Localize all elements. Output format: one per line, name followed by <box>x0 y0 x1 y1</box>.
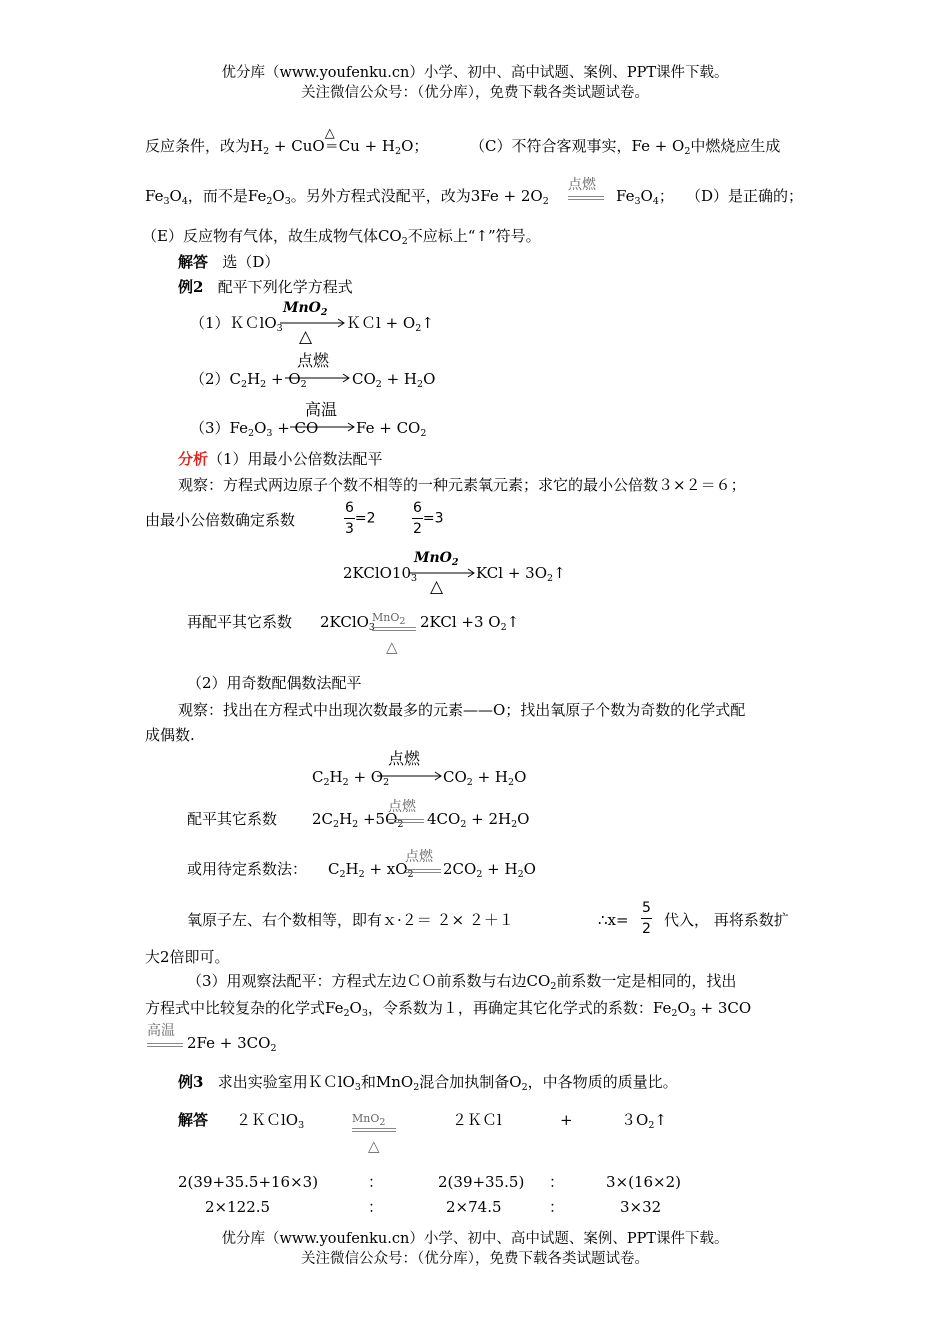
eq3-condition: 高温 <box>305 400 338 419</box>
balance-label: 配平其它系数 <box>187 810 278 828</box>
heat-triangle-icon: △ <box>324 126 335 141</box>
eq1-heat: △ <box>299 327 313 347</box>
eqB-catalyst: MnO2 <box>372 611 406 627</box>
para1-line2: $Fe_3O_4$，而不是$Fe_2O_3$。另外方程式没配平，改为$3Fe + 2O_2$ <box>145 187 549 207</box>
mass-row2-col3: 2×74.5 <box>446 1198 502 1216</box>
answer3-kcl: ２ＫＣl <box>452 1111 502 1129</box>
footer-line-2: 关注微信公众号：（优分库），免费下载各类试题试卷。 <box>301 1251 649 1267</box>
analysis-step3-line1: （3）用观察法配平：方程式左边ＣＯ前系数与右边$CO_2$前系数一定是相同的，找出 <box>187 972 737 992</box>
eqD-double-line <box>388 819 424 823</box>
answer3-catalyst: MnO2 <box>352 1112 386 1128</box>
eqA-catalyst: MnO$_2$ <box>414 550 459 568</box>
eqB-double-line <box>372 627 416 631</box>
eqB-left: 2KClO$_3$ <box>320 613 375 633</box>
fraction-5-2: $\frac{5}{2}$ <box>642 900 651 938</box>
analysis-observe2b: 成偶数. <box>145 726 195 744</box>
cond-ignite-1: 点燃 <box>568 177 596 193</box>
eqE-right: $2CO_2 + H_2O$ <box>443 860 536 880</box>
analysis-step2: （2）用奇数配偶数法配平 <box>187 674 362 692</box>
answer3-label: 解答 <box>178 1111 209 1129</box>
eqC-condition: 点燃 <box>388 749 421 768</box>
eq2-condition: 点燃 <box>297 351 330 370</box>
eq1-arrow <box>280 318 346 328</box>
eq1-left: （1）ＫＣlO$_3$ <box>190 314 283 334</box>
example3: 例3 求出实验室用ＫＣlO$_3$和MnO$_2$混合加执制备$O_2$，中各物质的质量比。 <box>178 1073 678 1093</box>
analysis-step3-line2: 方程式中比较复杂的化学式$Fe_2O_3$，令系数为１，再确定其它化学式的系数：$Fe_2O_3 + 3CO$ <box>145 999 752 1019</box>
header-line-2: 关注微信公众号：（优分库），免费下载各类试题试卷。 <box>301 85 649 101</box>
answer3-plus: + <box>560 1111 573 1129</box>
analysis-step3-line3: $2Fe + 3CO_2$ <box>187 1034 277 1054</box>
eqD-right: $4CO_2 + 2H_2O$ <box>427 810 530 830</box>
mass-row1-col1: 2(39+35.5+16×3) <box>178 1173 319 1191</box>
eqA-arrow <box>410 568 476 578</box>
eqE-left: $C_2H_2 + xO_2$ <box>328 860 414 880</box>
footer-line-1: 优分库（www.youfenku.cn）小学、初中、高中试题、案例、PPT课件下载。 <box>221 1231 729 1247</box>
oxygen-equal-text: 氧原子左、右个数相等，即有ｘ·２＝ ２× ２＋１ <box>187 911 514 929</box>
eq1-right: ＫＣl + $O_2↑$ <box>346 314 434 334</box>
rebalance-label: 再配平其它系数 <box>187 613 293 631</box>
double-line-1 <box>568 196 604 200</box>
eq2-right: $CO_2 + H_2O$ <box>352 370 436 390</box>
eq3-right: $Fe + CO_2$ <box>356 419 427 439</box>
header-line-1: 优分库（www.youfenku.cn）小学、初中、高中试题、案例、PPT课件下载。 <box>221 65 729 81</box>
eq2-left: $(2)C_2H_2 + O_2$ <box>190 370 307 390</box>
mass-row1-col2: ： <box>368 1173 384 1191</box>
eqA-heat: △ <box>430 577 444 597</box>
mass-row1-col3: 2(39+35.5) <box>438 1173 525 1191</box>
eqE-double-line <box>405 869 441 873</box>
eqC-arrow <box>377 771 443 781</box>
answer3-o2: $3O_2↑$ <box>621 1111 667 1131</box>
mass-row1-col4: ： <box>549 1173 565 1191</box>
analysis-heading: 分析（1）用最小公倍数法配平 <box>178 450 383 468</box>
eqB-right: 2KCl +3 $O_2↑$ <box>420 613 520 633</box>
mass-row1-col5: 3×(16×2) <box>606 1173 682 1191</box>
therefore-text: ∴x= <box>598 911 629 929</box>
mass-row2-col4: ： <box>549 1198 565 1216</box>
eqA-left: $2KClO10_3$ <box>343 564 418 584</box>
eq3-arrow <box>290 422 356 432</box>
eqE-condition: 点燃 <box>405 849 433 865</box>
mass-row2-col1: 2×122.5 <box>205 1198 271 1216</box>
eqB-heat: △ <box>386 638 398 656</box>
answer1: 解答 选（D） <box>178 253 280 271</box>
undetermined-label: 或用待定系数法： <box>187 860 308 878</box>
eqD-condition: 点燃 <box>388 799 416 815</box>
answer3-heat: △ <box>368 1137 380 1155</box>
fraction-6-2: $\frac{6}{2}$ =3 <box>413 500 444 538</box>
eqC-left: $C_2H_2 + O_2$ <box>312 768 390 788</box>
analysis-lcm: 由最小公倍数确定系数 <box>145 511 296 529</box>
para1-line2-b: $Fe_3O_4$； <box>616 187 674 207</box>
answer3-kclo3: ２ＫＣlO$_3$ <box>236 1111 305 1131</box>
para1-line1: 反应条件，改为$H_2$ + CuO △ ═ $Cu + H_2O$； <box>145 126 429 157</box>
eq1-catalyst: MnO$_2$ <box>283 300 328 318</box>
para1-line1-c: （C）不符合客观事实，$Fe + O_2$中燃烧应生成 <box>470 137 781 157</box>
step3-double-line <box>147 1043 183 1047</box>
eqA-right: KCl + $3O_2↑$ <box>476 564 566 584</box>
analysis-observe1: 观察：方程式两边原子个数不相等的一种元素氧元素；求它的最小公倍数３×２＝６； <box>178 476 746 494</box>
example2-title: 例2 配平下列化学方程式 <box>178 278 353 296</box>
mass-row2-col2: ： <box>368 1198 384 1216</box>
eq2-arrow <box>285 373 351 383</box>
analysis-observe2: 观察：找出在方程式中出现次数最多的元素——O；找出氧原子个数为奇数的化学式配 <box>178 701 746 719</box>
para1-line2-d: （D）是正确的； <box>686 187 804 205</box>
answer3-double-line <box>352 1128 396 1132</box>
fraction-6-3: $\frac{6}{3}$ =2 <box>345 500 376 538</box>
step3-condition: 高温 <box>147 1023 175 1039</box>
eqD-left: $2C_2H_2 +5O_2$ <box>312 810 404 830</box>
para1-line3: （E）反应物有气体，故生成物气体$CO_2$不应标上“↑”符号。 <box>142 227 541 247</box>
eqC-right: $CO_2 + H_2O$ <box>443 768 527 788</box>
double-text: 大2倍即可。 <box>145 948 230 966</box>
eq3-left: $(3)Fe_2O_3$ + CO <box>190 419 319 439</box>
mass-row2-col5: 3×32 <box>620 1198 662 1216</box>
substitute-text: 代入， 再将系数扩 <box>664 911 789 929</box>
